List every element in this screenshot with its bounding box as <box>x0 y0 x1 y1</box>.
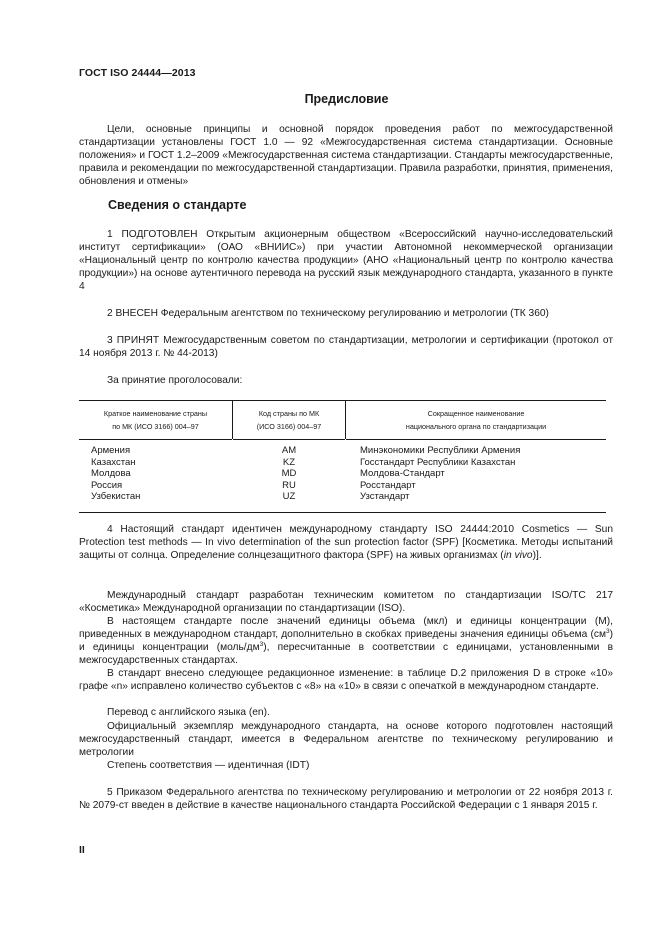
units-text: ) и единицы концентрации (моль/дм <box>79 629 613 653</box>
voting-table <box>79 400 606 513</box>
table-cell: Узбекистан <box>91 491 141 502</box>
table-cell: Узстандарт <box>360 491 410 502</box>
units-text: В настоящем стандарте после значений единицы объема (мкл) и единицы концентрации (М), приведенных в международном стандарт, дополнительно в скобках приведены значения единицы объема (см <box>79 616 613 640</box>
translation-paragraph: Перевод с английского языка (en). <box>107 707 270 718</box>
table-cell: Россия <box>91 479 123 491</box>
table-header-line: (ИСО 3166) 004–97 <box>256 422 322 431</box>
table-header-body <box>346 401 606 440</box>
table-cell: Молдова <box>91 468 131 479</box>
table-cell: KZ <box>282 456 296 468</box>
table-cell: RU <box>282 479 296 491</box>
table-cell: Росстандарт <box>360 479 416 491</box>
table-header-line: Краткое наименование страны <box>103 409 208 418</box>
units-paragraph <box>79 615 613 667</box>
table-cell: AM <box>281 445 297 456</box>
table-header-country <box>79 401 232 440</box>
preface-title <box>0 92 661 106</box>
info-item-4 <box>79 523 613 562</box>
table-column-body <box>360 445 520 503</box>
info-item-5: 5 Приказом Федерального агентства по техническому регулированию и метрологии от 22 ноября 2013 г. № 2079-ст введен в действие в качестве национального стандарта Российской Федерации с 1 января 2015 г. <box>79 787 613 811</box>
preface-title-text: Предисловие <box>304 92 389 106</box>
table-header-code <box>233 401 345 440</box>
table-header-line: национального органа по стандартизации <box>405 422 547 431</box>
item4-italic: in vivo <box>503 550 533 561</box>
table-cell: Казахстан <box>91 456 136 468</box>
info-item-1: 1 ПОДГОТОВЛЕН Открытым акционерным обществом «Всероссийский научно-исследовательский институт сертификации» (ОАО «ВНИИС») при участии Автономной некоммерческой организации «Национальный центр по контролю качества продукции» (АНО «Национальный центр по контролю качества продукции») на основе аутентичного перевода на русский язык международного стандарта, указанного в пункте 4 <box>79 229 613 292</box>
info-item-3: 3 ПРИНЯТ Межгосударственным советом по стандартизации, метрологии и сертификации (протокол от 14 ноября 2013 г. № 44-2013) <box>79 335 613 359</box>
table-header-line: Код страны по МК <box>258 409 320 418</box>
official-copy-paragraph: Официальный экземпляр международного стандарта, на основе которого подготовлен настоящий межгосударственный стандарт, имеется в Федеральном агентстве по техническому регулированию и метрологии <box>79 721 613 758</box>
info-item-2: 2 ВНЕСЕН Федеральным агентством по техническому регулированию и метрологии (ТК 360) <box>107 308 549 319</box>
table-cell: Минэкономики Республики Армения <box>360 445 521 456</box>
table-cell: Молдова-Стандарт <box>360 468 445 479</box>
table-cell: Госстандарт Республики Казахстан <box>360 456 516 468</box>
table-cell: MD <box>281 468 297 479</box>
table-cell: Армения <box>91 445 131 456</box>
info-section-title: Сведения о стандарте <box>108 198 247 212</box>
units-superscript: 3 <box>259 641 264 648</box>
table-column-country <box>91 445 140 503</box>
table-header-line: Сокращенное наименование <box>427 409 525 418</box>
preface-paragraph: Цели, основные принципы и основной порядок проведения работ по межгосударственной стандартизации установлены ГОСТ 1.0 — 92 «Межгосударственная система стандартизации. Основные положения» и ГОСТ 1.2–2009 «Межгосударственная система стандартизации. Стандарты межгосударственные, правила и рекомендации по межгосударственной стандартизации. Правила разработки, принятия, применения, обновления и отмены» <box>79 124 613 187</box>
intl-standard-paragraph: Международный стандарт разработан техническим комитетом по стандартизации ISO/TC 217 «Косметика» Международной организации по стандартизации (ISO). <box>79 590 613 614</box>
table-cell: UZ <box>282 491 296 502</box>
item4-tail: )]. <box>532 550 542 561</box>
page-number: II <box>79 844 85 856</box>
editorial-change-paragraph: В стандарт внесено следующее редакционное изменение: в таблице D.2 приложения D в строке «10» графе «n» исправлено количество субъектов с «8» на «10» в связи с опечаткой в международном стандарте. <box>79 668 613 692</box>
table-column-code <box>233 445 345 503</box>
table-header-line: по МК (ИСО 3166) 004–97 <box>112 422 199 431</box>
document-code: ГОСТ ISO 24444—2013 <box>79 67 196 79</box>
item4-text: 4 Настоящий стандарт идентичен международному стандарту ISO 24444:2010 Cosmetics — Sun Protection test methods — In vivo determination of the sun protection factor (SPF) [Косметика. Методы испытаний защиты от солнца. Определение солнцезащитного фактора (SPF) на живых организмах ( <box>79 524 613 561</box>
voted-label: За принятие проголосовали: <box>107 375 243 386</box>
conformity-degree: Степень соответствия — идентичная (IDT) <box>107 760 310 771</box>
units-text: ), пересчитанные в соответствии с единицами, установленными в межгосударственных стандартах. <box>79 642 613 666</box>
units-superscript: 3 <box>605 628 610 635</box>
